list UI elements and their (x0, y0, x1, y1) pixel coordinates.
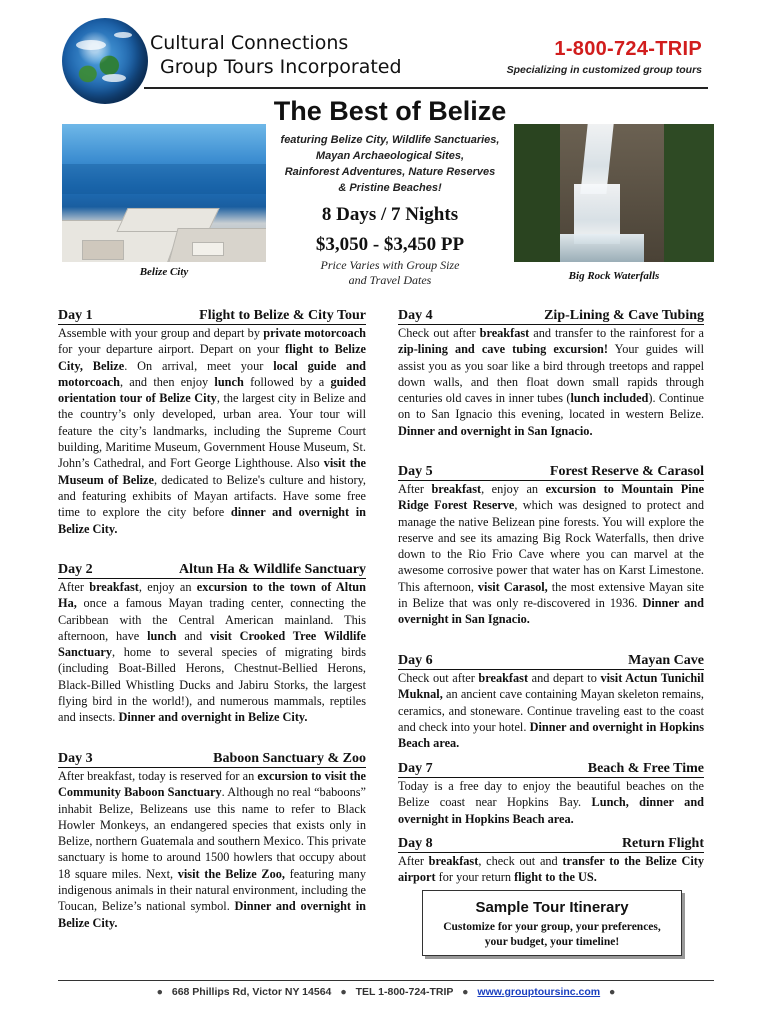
highlight-text: excursion to Mountain Pine Ridge Forest Reserve (398, 482, 704, 513)
header-divider (144, 87, 708, 89)
sample-box-subtitle (429, 920, 675, 950)
highlight-text: breakfast (431, 482, 482, 496)
day8-heading (398, 836, 704, 853)
featuring-line: Rainforest Adventures, Nature Reserves (284, 166, 496, 178)
sample-box-line: your budget, your timeline! (484, 936, 620, 948)
day4-heading (398, 308, 704, 325)
day6-heading (398, 653, 704, 670)
bullet-icon: ● (462, 986, 469, 998)
featuring-text (270, 132, 510, 196)
day-title: Forest Reserve & Carasol (549, 464, 704, 479)
day-number: Day 4 (398, 308, 433, 323)
day3-heading (58, 751, 366, 768)
body-text: Your guides will assist you as you soar like a bird through treetops and rappel down walls, and then float down small rapids through centuries old caves in inner tubes ( (398, 342, 705, 406)
day-number: Day 8 (398, 836, 433, 851)
bullet-icon: ● (609, 986, 616, 998)
body-text: Check out after (398, 326, 480, 340)
photo-caption-left: Belize City (139, 266, 189, 278)
body-text: , enjoy an (138, 580, 197, 594)
highlight-text: Dinner and overnight in San Ignacio. (398, 596, 704, 627)
highlight-text: breakfast (479, 326, 530, 340)
bullet-icon: ● (156, 986, 163, 998)
trip-price: $3,050 - $3,450 PP (315, 234, 465, 255)
day-number: Day 5 (398, 464, 433, 479)
day-title: Flight to Belize & City Tour (199, 308, 366, 323)
highlight-text: lunch (214, 374, 244, 389)
highlight-text: visit Crooked Tree Wildlife Sanctuary (58, 628, 366, 660)
price-note-line: Price Varies with Group Size (320, 258, 460, 272)
day-title: Altun Ha & Wildlife Sanctuary (179, 562, 366, 577)
price-note-line: and Travel Dates (348, 273, 432, 287)
day4-description (398, 325, 704, 439)
sample-box-title: Sample Tour Itinerary (475, 899, 629, 916)
body-text: once a famous Mayan trading center, connecting the Caribbean with the Central American mainland. This afternoon, have (58, 596, 366, 643)
body-text: and transfer to the rainforest for a (529, 326, 705, 340)
day-number: Day 6 (398, 653, 433, 668)
body-text: , which was designed to protect and manage the native Belizean pine forests. You will explore the reserve and see its amazing Big Rock Waterfalls, then drive down to the Rio Frio Cave where you can marvel at the awesome corrosive power that water has on Karst Limestone. This afternoon, (398, 498, 704, 594)
body-text: and depart to (528, 671, 601, 685)
body-text: After (398, 482, 432, 496)
body-text: and (176, 628, 210, 643)
body-text: an ancient cave containing Mayan skeleton remains, ceramics, and stoneware. Continue traveling east to the coast and check into your hotel. (398, 687, 704, 734)
day-title: Zip-Lining & Cave Tubing (544, 308, 704, 323)
highlight-text: transfer to the Belize City airport (398, 854, 704, 885)
footer-divider (58, 980, 714, 981)
highlight-text: Dinner and overnight in Belize City. (58, 899, 366, 930)
highlight-text: excursion to the town of Altun Ha, (58, 580, 366, 611)
body-text: After (398, 854, 429, 868)
page-title: The Best of Belize (273, 96, 507, 126)
body-text: , and then enjoy (119, 374, 215, 389)
day7-heading (398, 761, 704, 778)
body-text: followed by a (243, 374, 331, 389)
day1-description (58, 325, 366, 537)
day8-description (398, 853, 704, 886)
day-number: Day 3 (58, 751, 93, 766)
highlight-text: local guide and motorcoach (58, 358, 367, 389)
globe-logo (62, 18, 148, 104)
day3-description (58, 768, 366, 931)
highlight-text: breakfast (428, 854, 479, 868)
body-text: , enjoy an (481, 482, 546, 496)
body-text: for your departure airport. Depart on your (58, 342, 286, 357)
footer-phone: TEL 1-800-724-TRIP (355, 986, 454, 998)
day-number: Day 2 (58, 562, 93, 577)
body-text: Assemble with your group and depart by (58, 326, 264, 340)
trip-duration: 8 Days / 7 Nights (321, 204, 459, 225)
highlight-text: flight to the US. (514, 870, 597, 885)
bullet-icon: ● (340, 986, 347, 998)
footer (58, 986, 714, 998)
day-title: Baboon Sanctuary & Zoo (213, 751, 366, 766)
sample-itinerary-box (422, 890, 682, 956)
company-name-line2: Group Tours Incorporated (160, 56, 402, 78)
body-text: After (58, 580, 90, 594)
day5-heading (398, 464, 704, 481)
highlight-text: lunch included (570, 391, 649, 406)
highlight-text: zip-lining and cave tubing excursion! (398, 342, 608, 357)
website-link[interactable]: www.grouptoursinc.com (477, 986, 601, 998)
highlight-text: private motorcoach (263, 326, 367, 340)
photo-caption-right: Big Rock Waterfalls (568, 270, 660, 282)
company-name-line1: Cultural Connections (150, 32, 349, 54)
day6-description (398, 670, 704, 751)
highlight-text: breakfast (478, 671, 529, 685)
highlight-text: visit Carasol, (477, 579, 548, 594)
day-title: Return Flight (621, 836, 704, 851)
day-title: Beach & Free Time (587, 761, 704, 776)
body-text: . Although no real “baboons” inhabit Belize, Belizeans use this name to refer to Black Howler Monkeys, an endangered species that exists only in Belize, northern Guatemala and southern Mexico. This private sanctuary is home to around 1500 howlers that occupy about 18 square miles. Next, (58, 785, 366, 881)
body-text: , check out and (478, 854, 563, 868)
belize-city-photo (62, 124, 266, 262)
footer-address: 668 Phillips Rd, Victor NY 14564 (171, 986, 332, 998)
highlight-text: Dinner and overnight in San Ignacio. (398, 423, 593, 438)
big-rock-waterfalls-photo (514, 124, 714, 262)
highlight-text: flight to Belize City, Belize (58, 342, 366, 373)
highlight-text: Dinner and overnight in Belize City. (118, 710, 308, 725)
body-text: , the largest city in Belize and the country’s only developed, urban area. Your tour will feature the city’s landmarks, including the Supreme Court building, Maritime Museum, Government House Museum, St. John’s Cathedral, and Fort George Lighthouse. Also (58, 391, 366, 471)
highlight-text: breakfast (89, 580, 139, 594)
body-text: for your return (435, 870, 515, 885)
highlight-text: Lunch, dinner and overnight in Hopkins Beach area. (398, 795, 705, 826)
body-text: After breakfast, today is reserved for an (58, 769, 258, 783)
featuring-line: & Pristine Beaches! (338, 182, 442, 194)
highlight-text: lunch (147, 628, 177, 643)
sample-box-line: Customize for your group, your preferences, (443, 921, 661, 933)
day-number: Day 1 (58, 308, 93, 323)
highlight-text: visit Actun Tunichil Muknal, (398, 671, 704, 702)
body-text: featuring many indigenous animals in their natural environment, including the Toucan, Belize’s national symbol. (58, 866, 366, 914)
body-text: the most extensive Mayan site in Belize that was only re-discovered in 1936. (398, 579, 704, 611)
body-text: . On arrival, meet your (124, 358, 274, 373)
day7-description (398, 778, 704, 827)
day2-heading (58, 562, 366, 579)
body-text: , dedicated to Belize's culture and history, and featuring exhibits of Mayan artifacts. Have some free time to explore the city before (58, 472, 367, 520)
day-number: Day 7 (398, 761, 433, 776)
highlight-text: visit the Belize Zoo, (177, 866, 285, 881)
day5-description (398, 481, 704, 628)
day1-heading (58, 308, 366, 325)
highlight-text: visit the Museum of Belize (58, 456, 366, 487)
highlight-text: guided orientation tour of Belize City (58, 374, 366, 406)
body-text: , home to several species of migrating birds (including Boat-Billed Herons, Chestnut-Bellied Herons, Black-Billed Whistling Ducks and Jabiru Storks, the largest flying bird in the world!), and numerous mammals, reptiles and insects. (58, 645, 366, 725)
tagline: Specializing in customized group tours (506, 64, 702, 76)
body-text: Today is a free day to enjoy the beautiful beaches on the Belize coast near Hopkins Bay. (398, 779, 704, 810)
phone-number: 1-800-724-TRIP (554, 38, 702, 60)
price-note (280, 258, 500, 288)
highlight-text: excursion to visit the Community Baboon Sanctuary (58, 769, 366, 800)
body-text: ). Continue on to San Ignacio this evening, located in western Belize. (398, 391, 704, 422)
day2-description (58, 579, 366, 726)
highlight-text: Dinner and overnight in Hopkins Beach area. (398, 719, 704, 751)
day-title: Mayan Cave (628, 653, 704, 668)
featuring-line: Mayan Archaeological Sites, (315, 150, 465, 162)
highlight-text: dinner and overnight in Belize City. (58, 505, 366, 536)
body-text: Check out after (398, 671, 479, 685)
featuring-line: featuring Belize City, Wildlife Sanctuaries, (280, 134, 500, 146)
